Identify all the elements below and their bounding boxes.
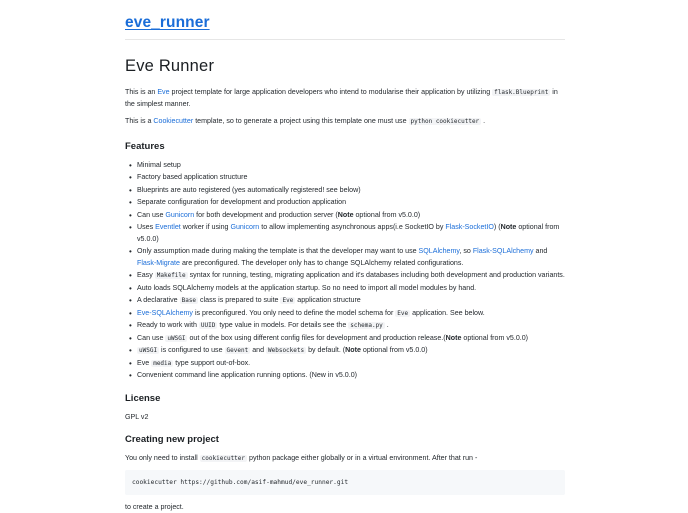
text: to allow implementing asynchronous apps(i.e SocketIO by (259, 223, 445, 231)
inline-code: schema.py (348, 322, 385, 329)
gunicorn-link[interactable]: Gunicorn (230, 223, 259, 231)
text: This is an (125, 88, 157, 96)
text: Can use (137, 334, 165, 342)
sqlalchemy-link[interactable]: SQLAlchemy (419, 247, 460, 255)
inline-code: Base (180, 297, 198, 304)
text: Can use (137, 211, 165, 219)
text: and (534, 247, 548, 255)
list-item (137, 222, 565, 245)
inline-code: UUID (199, 322, 217, 329)
text: ) ( (494, 223, 501, 231)
text: in the simplest manner. (125, 88, 558, 108)
list-item (137, 345, 565, 357)
inline-code: uWSGI (165, 335, 187, 342)
features-heading: Features (125, 141, 565, 152)
text: Minimal setup (137, 161, 181, 169)
inline-code: cookiecutter (200, 455, 247, 462)
site-title-link[interactable]: eve_runner (125, 14, 565, 32)
note-bold: Note (501, 223, 517, 231)
eventlet-link[interactable]: Eventlet (155, 223, 181, 231)
license-text: GPL v2 (125, 412, 565, 424)
eve-link[interactable]: Eve (157, 88, 169, 96)
note-bold: Note (345, 346, 361, 354)
list-item (137, 358, 565, 370)
text: . (481, 117, 485, 125)
text: is preconfigured. You only need to define the model schema for (193, 309, 395, 317)
text: Blueprints are auto registered (yes automatically registered! see below) (137, 186, 361, 194)
text: application structure (295, 296, 360, 304)
list-item (137, 185, 565, 197)
text: , so (459, 247, 472, 255)
creating-project-paragraph (125, 453, 565, 465)
text: Ready to work with (137, 321, 199, 329)
text: project template for large application developers who intend to modularise their application by utilizing (170, 88, 493, 96)
inline-code: Gevent (225, 347, 251, 354)
text: Eve (137, 359, 151, 367)
text: Factory based application structure (137, 173, 247, 181)
text: A declarative (137, 296, 180, 304)
inline-code: Makefile (155, 272, 188, 279)
text: optional from v5.0.0) (137, 223, 559, 243)
list-item (137, 270, 565, 282)
text: Easy (137, 271, 155, 279)
eve-sqlalchemy-link[interactable]: Eve-SQLAlchemy (137, 309, 193, 317)
license-heading: License (125, 393, 565, 404)
list-item (137, 246, 565, 269)
text: optional from v5.0.0) (461, 334, 528, 342)
text: syntax for running, testing, migrating application and it's databases including both development and production variants. (188, 271, 565, 279)
list-item (137, 370, 565, 382)
text: application. See below. (410, 309, 485, 317)
text: python package either globally or in a virtual environment. After that run - (247, 454, 477, 462)
text: template, so to generate a project using this template one must use (193, 117, 408, 125)
text: Auto loads SQLAlchemy models at the application startup. So no need to import all model modules by hand. (137, 284, 476, 292)
text: by default. ( (306, 346, 345, 354)
list-item (137, 172, 565, 184)
text: for both development and production server ( (194, 211, 338, 219)
intro-paragraph-2 (125, 116, 565, 128)
text: optional from v5.0.0) (354, 211, 421, 219)
text: type value in models. For details see the (217, 321, 348, 329)
list-item (137, 295, 565, 307)
note-bold: Note (446, 334, 462, 342)
text: You only need to install (125, 454, 200, 462)
creating-project-heading: Creating new project (125, 434, 565, 445)
list-item (137, 333, 565, 345)
inline-code: Websockets (266, 347, 306, 354)
closing-paragraph: to create a project. (125, 502, 565, 513)
text: worker if using (181, 223, 231, 231)
note-bold: Note (338, 211, 354, 219)
inline-code: python cookiecutter (409, 118, 482, 125)
page-title: Eve Runner (125, 57, 565, 76)
inline-code: Eve (280, 297, 295, 304)
text: are preconfigured. The developer only has to change SQLAlchemy related configurations. (180, 259, 463, 267)
list-item (137, 210, 565, 222)
content (125, 0, 565, 513)
inline-code: media (151, 360, 173, 367)
flask-socketio-link[interactable]: Flask-SocketIO (445, 223, 494, 231)
text: Only assumption made during making the template is that the developer may want to use (137, 247, 419, 255)
text: optional from v5.0.0) (361, 346, 428, 354)
inline-code: flask.Blueprint (492, 89, 550, 96)
list-item (137, 160, 565, 172)
text: Convenient command line application running options. (New in v5.0.0) (137, 371, 357, 379)
text: type support out-of-box. (173, 359, 250, 367)
text: This is a (125, 117, 153, 125)
text: . (385, 321, 389, 329)
text: class is prepared to suite (198, 296, 280, 304)
text: Separate configuration for development and production application (137, 198, 346, 206)
code-block: cookiecutter https://github.com/asif-mahmud/eve_runner.git (125, 470, 565, 495)
flask-migrate-link[interactable]: Flask-Migrate (137, 259, 180, 267)
features-list (125, 160, 565, 382)
text: Uses (137, 223, 155, 231)
text: and (250, 346, 266, 354)
inline-code: uWSGI (137, 347, 159, 354)
text: is configured to use (159, 346, 224, 354)
list-item (137, 283, 565, 295)
list-item (137, 197, 565, 209)
flask-sqlalchemy-link[interactable]: Flask-SQLAlchemy (473, 247, 534, 255)
cookiecutter-link[interactable]: Cookiecutter (153, 117, 193, 125)
list-item (137, 308, 565, 320)
text: out of the box using different config files for development and production release.( (187, 334, 445, 342)
intro-paragraph-1 (125, 87, 565, 110)
list-item (137, 320, 565, 332)
header-divider (125, 39, 565, 40)
inline-code: Eve (395, 310, 410, 317)
gunicorn-link[interactable]: Gunicorn (165, 211, 194, 219)
